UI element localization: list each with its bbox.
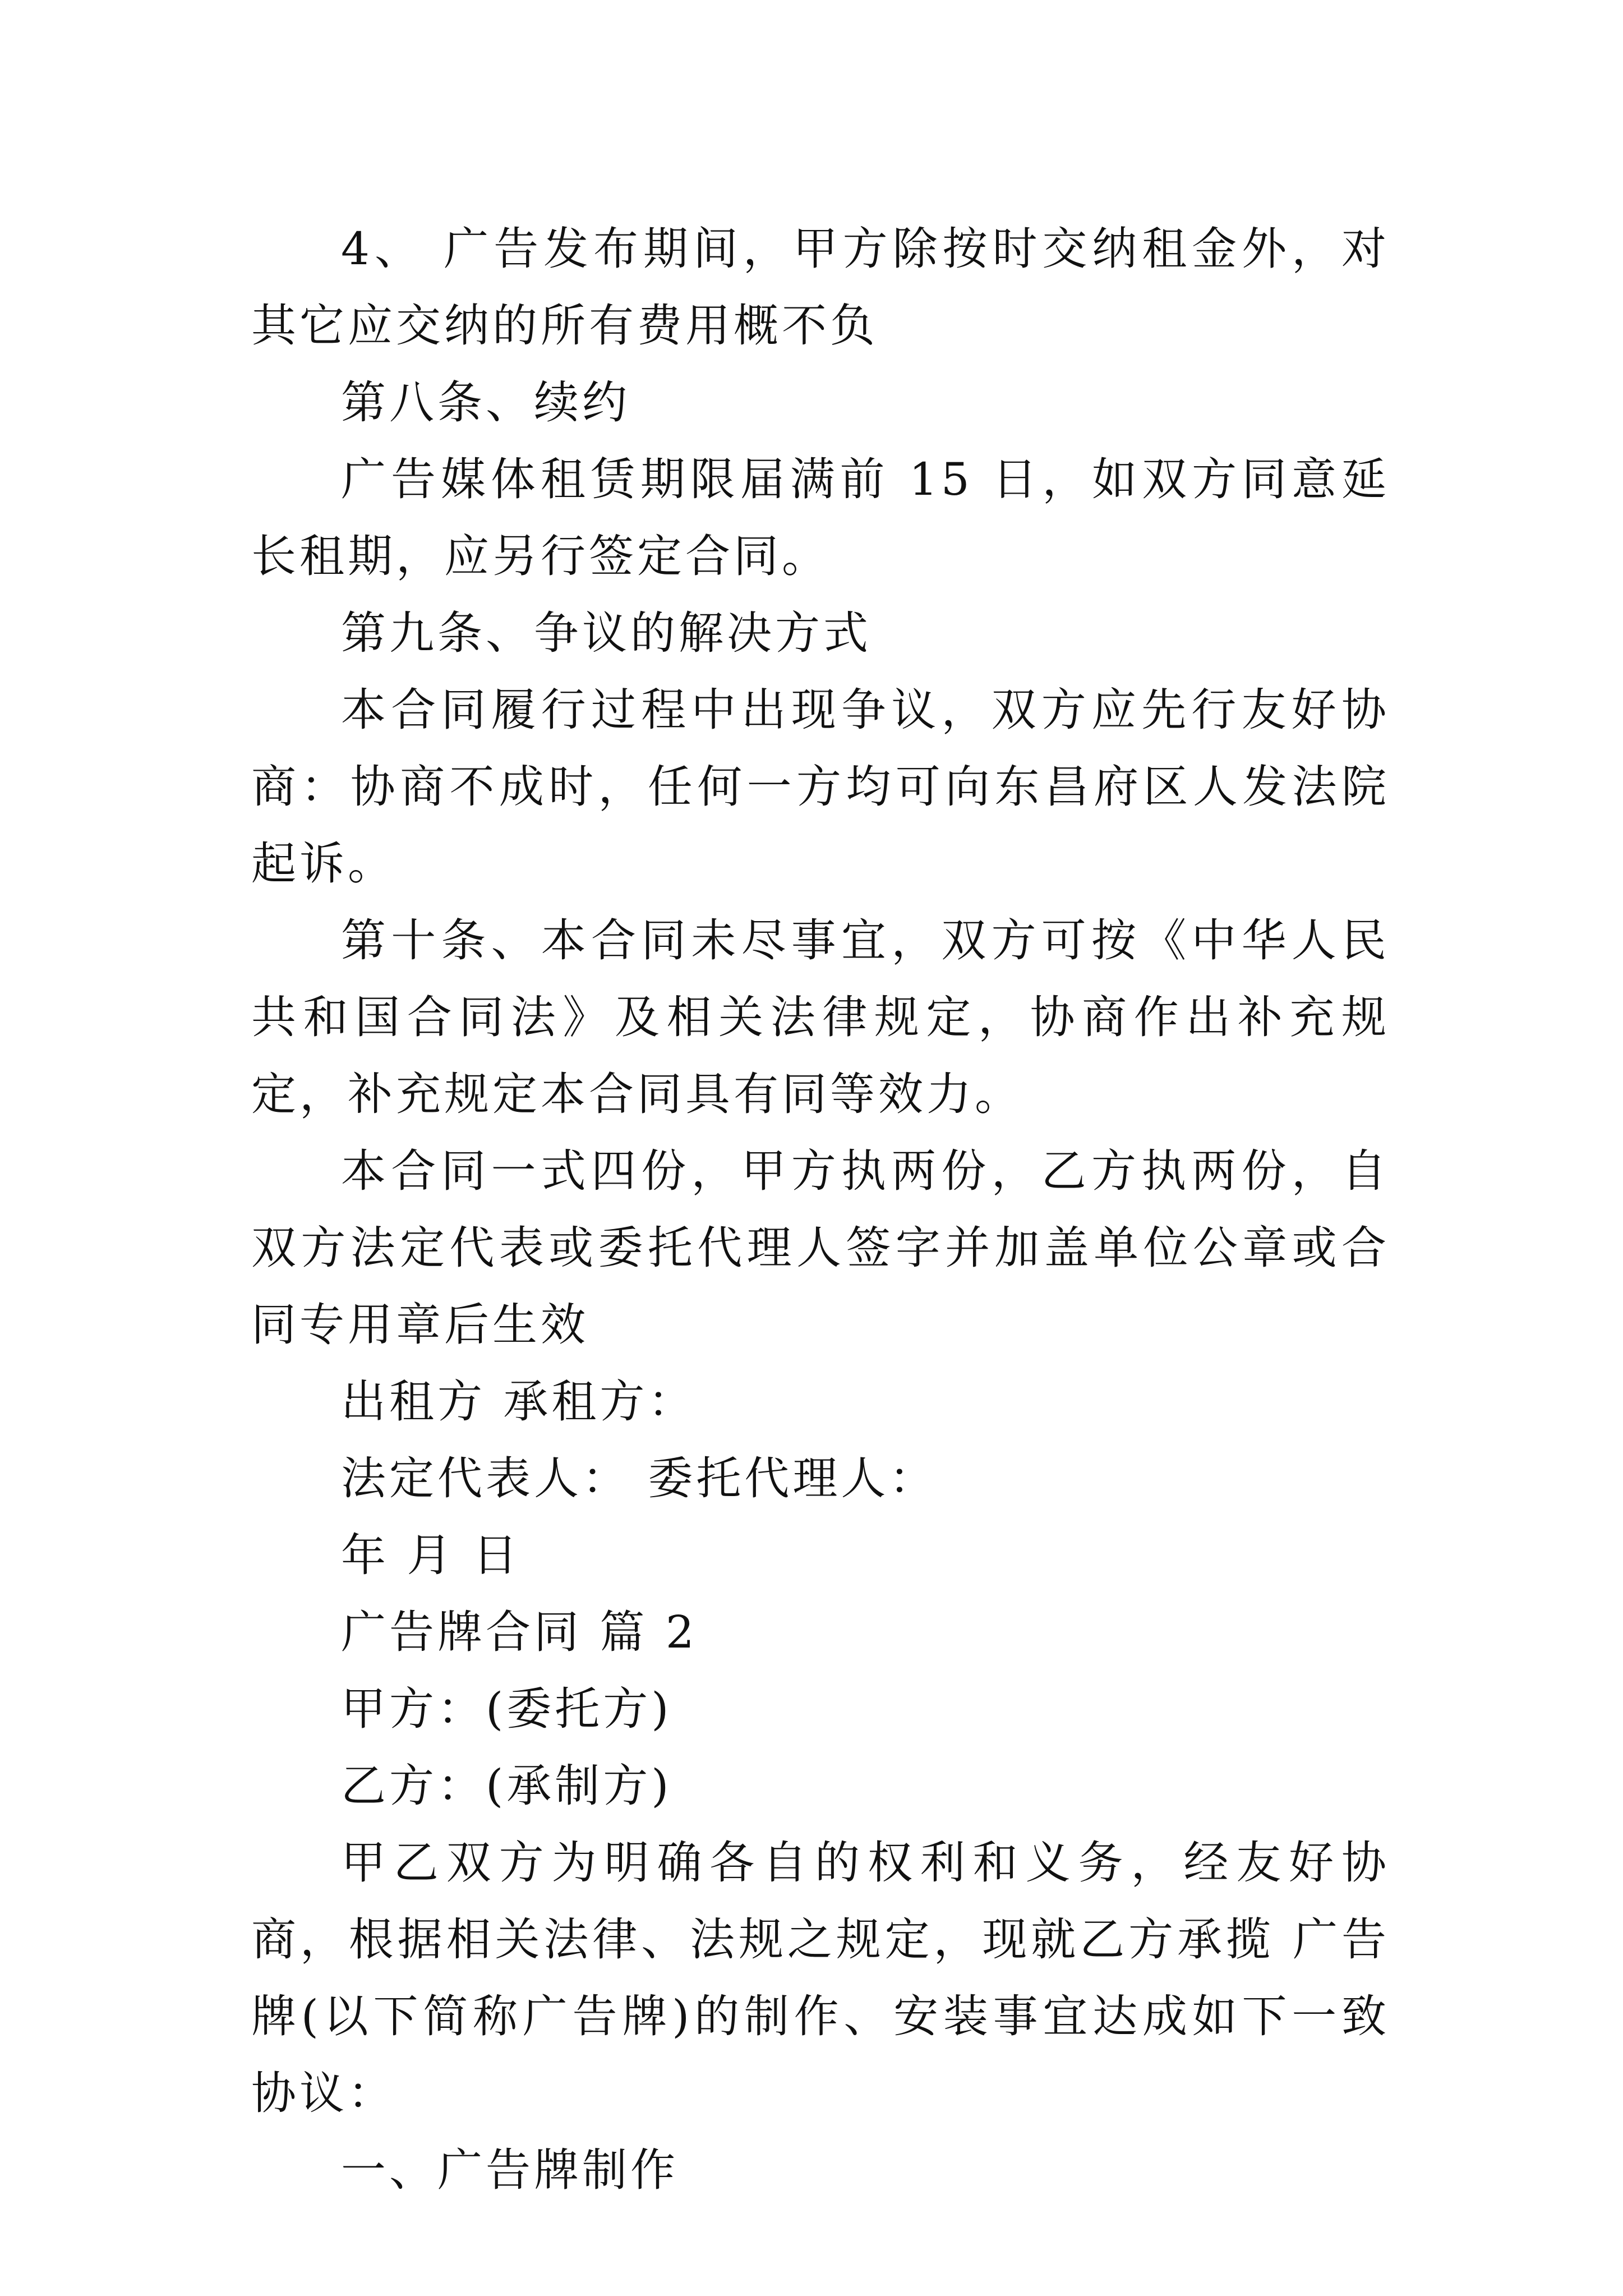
signature-date: 年 月 日 bbox=[341, 1529, 521, 1581]
paragraph-article-10: 第十条、本合同未尽事宜，双方可按《中华人民共和国合同法》及相关法律规定，协商作出补充规定，补充规定本合同具有同等效力。 bbox=[251, 914, 1390, 1120]
paragraph-fee-clause: 4、 广告发布期间，甲方除按时交纳租金外，对其它应交纳的所有费用概不负 bbox=[251, 223, 1390, 352]
paragraph-copies: 本合同一式四份，甲方执两份，乙方执两份，自双方法定代表或委托代理人签字并加盖单位公章或合同专用章后生效 bbox=[251, 1145, 1390, 1351]
paragraph-renewal: 广告媒体租赁期限届满前 15 日，如双方同意延长租期，应另行签定合同。 bbox=[251, 453, 1390, 582]
party-a: 甲方：(委托方) bbox=[341, 1683, 672, 1735]
party-b: 乙方：(承制方) bbox=[341, 1760, 672, 1812]
heading-billboard-production: 一、广告牌制作 bbox=[341, 2144, 679, 2196]
heading-article-8: 第八条、续约 bbox=[341, 376, 630, 429]
paragraph-dispute: 本合同履行过程中出现争议，双方应先行友好协商：协商不成时，任何一方均可向东昌府区人发法院起诉。 bbox=[251, 684, 1390, 890]
signature-parties: 出租方 承租方： bbox=[341, 1375, 697, 1428]
paragraph-preamble: 甲乙双方为明确各自的权利和义务，经友好协商，根据相关法律、法规之规定，现就乙方承揽 广告牌(以下简称广告牌)的制作、安装事宜达成如下一致协议： bbox=[251, 1837, 1390, 2119]
heading-article-9: 第九条、争议的解决方式 bbox=[341, 607, 872, 659]
section-title-contract-2: 广告牌合同 篇 2 bbox=[341, 1606, 698, 1658]
document-body bbox=[251, 210, 1390, 2208]
signature-representatives: 法定代表人： 委托代理人： bbox=[341, 1452, 938, 1504]
